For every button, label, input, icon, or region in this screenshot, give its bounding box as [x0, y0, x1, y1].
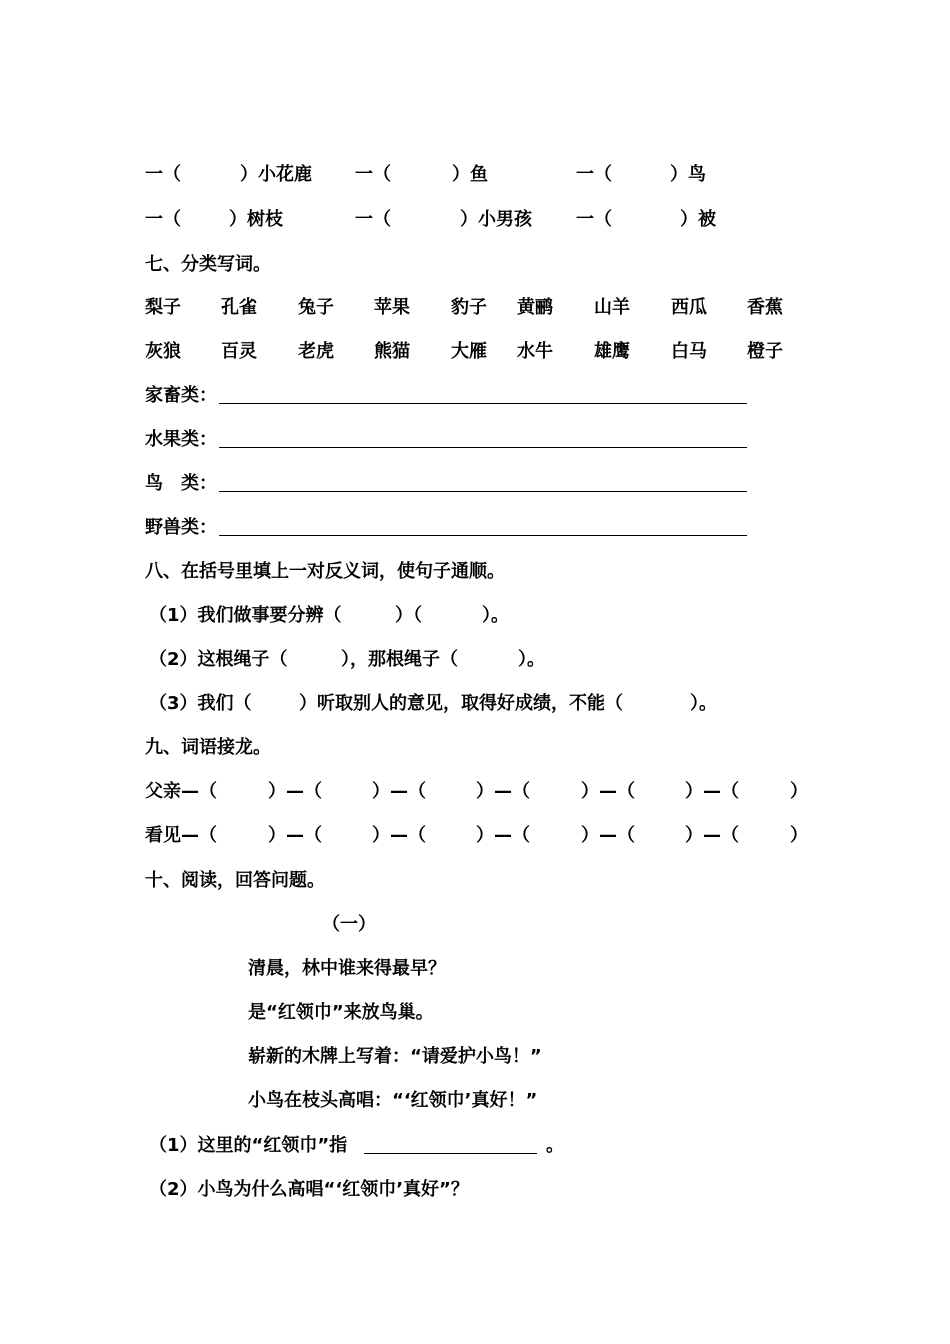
measure-word-row-2	[0, 205, 950, 235]
category-livestock-label: 家畜类：	[145, 385, 217, 406]
word-bank-word: 灰狼	[145, 341, 181, 362]
word-bank-word: 白马	[671, 341, 707, 362]
poem-line: 是“红领巾”来放鸟巢。	[248, 1002, 434, 1023]
word-bank-row-2	[0, 337, 950, 367]
word-chain-1	[0, 777, 950, 807]
section-9-heading-line	[0, 733, 950, 763]
word-chain-1-link: ）—（	[685, 781, 739, 802]
measure-word-4-open: 一（	[145, 209, 181, 230]
measure-word-4-close: ）树枝	[229, 209, 283, 230]
word-bank-word: 兔子	[298, 297, 334, 318]
word-bank-word: 雄鹰	[594, 341, 630, 362]
category-beast-label: 野兽类：	[145, 517, 217, 538]
word-chain-1-link: ）—（	[476, 781, 530, 802]
measure-word-5-open: 一（	[355, 209, 391, 230]
word-chain-2-start: 看见—（	[145, 825, 217, 846]
question-1-text: （1）这里的“红领巾”指	[149, 1135, 348, 1156]
word-bank-word: 水牛	[517, 341, 553, 362]
antonym-item-3	[0, 689, 950, 719]
measure-word-3-open: 一（	[576, 164, 612, 185]
question-2	[0, 1175, 950, 1205]
antonym-item-1-part-1: （1）我们做事要分辨（	[149, 605, 342, 626]
category-beast-row	[0, 513, 950, 543]
word-bank-word: 橙子	[747, 341, 783, 362]
word-bank-word: 山羊	[594, 297, 630, 318]
poem-line-2	[0, 998, 950, 1028]
antonym-item-3-part-1: （3）我们（	[149, 693, 252, 714]
section-9-heading: 九、词语接龙。	[145, 737, 271, 758]
word-chain-2-end: ）	[790, 825, 808, 846]
word-chain-2	[0, 821, 950, 851]
antonym-item-2-part-2: ），那根绳子（	[341, 649, 458, 670]
category-fruit-label: 水果类：	[145, 429, 217, 450]
measure-word-5-close: ）小男孩	[460, 209, 532, 230]
category-bird-row	[0, 469, 950, 499]
passage-title-line	[0, 910, 950, 940]
word-bank-word: 黄鹂	[517, 297, 553, 318]
passage-title: （一）	[322, 914, 376, 935]
measure-word-3-close: ）鸟	[670, 164, 706, 185]
question-1-period: 。	[546, 1135, 564, 1156]
word-chain-1-link: ）—（	[268, 781, 322, 802]
word-chain-2-link: ）—（	[372, 825, 426, 846]
measure-word-1-close: ）小花鹿	[240, 164, 312, 185]
antonym-item-2	[0, 645, 950, 675]
word-chain-1-end: ）	[790, 781, 808, 802]
question-2-text: （2）小鸟为什么高唱“‘红领巾’真好”？	[149, 1179, 469, 1200]
word-bank-word: 老虎	[298, 341, 334, 362]
word-bank-word: 苹果	[374, 297, 410, 318]
category-beast-answer-line[interactable]	[219, 535, 747, 536]
measure-word-1-open: 一（	[145, 164, 181, 185]
measure-word-6-open: 一（	[576, 209, 612, 230]
antonym-item-1-part-3: ）。	[482, 605, 509, 626]
question-1-answer-line[interactable]	[364, 1153, 537, 1154]
word-chain-2-link: ）—（	[268, 825, 322, 846]
word-bank-word: 熊猫	[374, 341, 410, 362]
word-chain-2-link: ）—（	[685, 825, 739, 846]
word-chain-2-link: ）—（	[581, 825, 635, 846]
antonym-item-2-part-1: （2）这根绳子（	[149, 649, 288, 670]
poem-line: 崭新的木牌上写着：“请爱护小鸟！”	[248, 1046, 542, 1067]
section-10-heading-line	[0, 866, 950, 896]
word-chain-1-link: ）—（	[581, 781, 635, 802]
word-bank-word: 西瓜	[671, 297, 707, 318]
poem-line: 清晨，林中谁来得最早？	[248, 958, 446, 979]
section-7-heading-line	[0, 250, 950, 280]
word-bank-word: 香蕉	[747, 297, 783, 318]
section-8-heading-line	[0, 557, 950, 587]
measure-word-2-close: ）鱼	[452, 164, 488, 185]
category-livestock-answer-line[interactable]	[219, 403, 747, 404]
word-bank-word: 孔雀	[221, 297, 257, 318]
section-7-heading: 七、分类写词。	[145, 254, 271, 275]
measure-word-6-close: ）被	[680, 209, 716, 230]
category-fruit-answer-line[interactable]	[219, 447, 747, 448]
poem-line: 小鸟在枝头高唱：“‘红领巾’真好！”	[248, 1090, 538, 1111]
word-bank-word: 豹子	[451, 297, 487, 318]
word-bank-word: 梨子	[145, 297, 181, 318]
word-bank-word: 大雁	[451, 341, 487, 362]
antonym-item-1	[0, 601, 950, 631]
category-livestock-row	[0, 381, 950, 411]
word-chain-1-link: ）—（	[372, 781, 426, 802]
antonym-item-2-part-3: ）。	[518, 649, 545, 670]
section-10-heading: 十、阅读，回答问题。	[145, 870, 325, 891]
word-chain-1-start: 父亲—（	[145, 781, 217, 802]
measure-word-2-open: 一（	[355, 164, 391, 185]
category-bird-label: 鸟 类：	[145, 473, 217, 494]
measure-word-row-1	[0, 160, 950, 190]
poem-line-4	[0, 1086, 950, 1116]
antonym-item-1-part-2: ）（	[395, 605, 422, 626]
category-fruit-row	[0, 425, 950, 455]
category-bird-answer-line[interactable]	[219, 491, 747, 492]
question-1	[0, 1131, 950, 1161]
word-chain-2-link: ）—（	[476, 825, 530, 846]
poem-line-1	[0, 954, 950, 984]
word-bank-row-1	[0, 293, 950, 323]
section-8-heading: 八、在括号里填上一对反义词，使句子通顺。	[145, 561, 505, 582]
poem-line-3	[0, 1042, 950, 1072]
word-bank-word: 百灵	[221, 341, 257, 362]
antonym-item-3-part-2: ）听取别人的意见，取得好成绩，不能（	[299, 693, 623, 714]
antonym-item-3-part-3: ）。	[690, 693, 717, 714]
